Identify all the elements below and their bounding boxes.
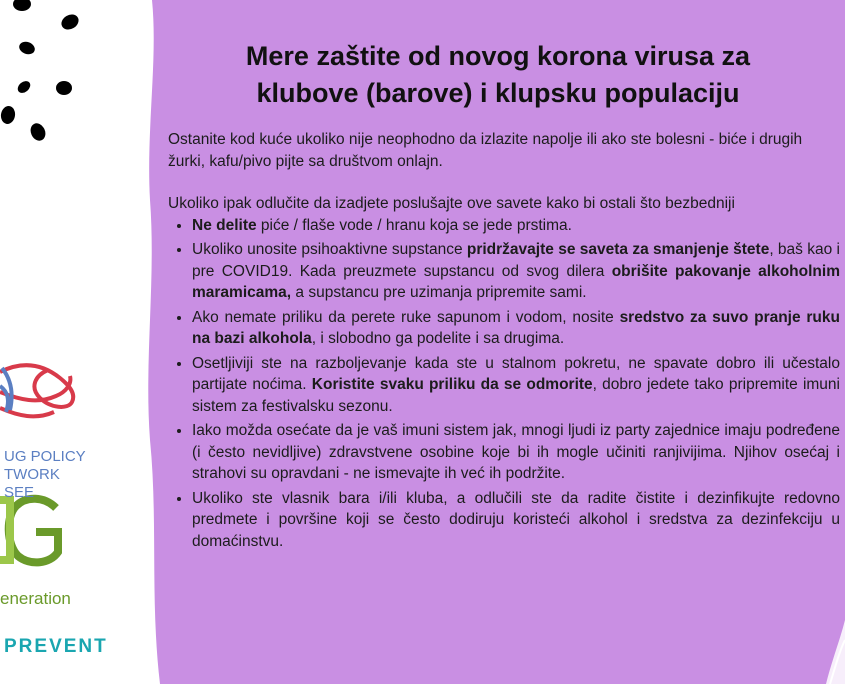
dot [15,79,32,96]
prevent-logo: PREVENT [4,636,108,657]
dot [13,0,31,11]
list-item: • Ne delite piće / flaše vode / hranu koja se jede prstima. [192,215,840,237]
dot [59,11,82,32]
list-item: • Ukoliko ste vlasnik bara i/ili kluba, a odlučili ste da radite čistite i dezinfikujte redovno predmete i površine koji se često dodiruju koristeći alkohol i sredstva za dezinfekciju u domaćinstvu. [192,488,840,553]
list-item: • Iako možda osećate da je vaš imuni sistem jak, mnogi ljudi iz party zajednice imaju podređene (i često nevidljive) zdravstvene osobine koje bi ih mogle učiniti ranjivijima. Njihov osećaj i strahovi su opravdani - ne ismevajte ih već ih podržite. [192,420,840,485]
network-knot-logo [0,365,73,416]
dot [56,81,72,95]
tips-list [168,215,840,553]
dot [17,40,36,57]
network-line-2: TWORK SEE [4,466,60,501]
dot [28,121,48,143]
decorative-dots [0,0,81,143]
intro-paragraph-2: Ukoliko ipak odlučite da izadjete poslušajte ove savete kako bi ostali što bezbedniji [168,195,735,212]
page-title [168,38,828,112]
title-line-2: klubove (barove) i klupsku populaciju [256,78,740,108]
network-line-1: UG POLICY [4,448,86,465]
article-content [168,38,840,555]
dot [0,105,16,125]
generation-g-logo [0,499,58,563]
title-line-1: Mere zaštite od novog korona virusa za [245,41,751,71]
network-logo-text [0,448,90,502]
list-item: • Ako nemate priliku da perete ruke sapunom i vodom, nosite sredstvo za suvo pranje ruku na bazi alkohola, i slobodno ga podelite i sa drugima. [192,307,840,350]
list-item: • Ukoliko unosite psihoaktivne supstance pridržavajte se saveta za smanjenje štete, baš kao i pre COVID19. Kada preuzmete supstancu od svog dilera obrišite pakovanje alkoholnim maramicama, a supstancu pre uzimanja pripremite sami. [192,239,840,304]
generation-text: eneration [0,589,71,608]
intro-paragraph: Ostanite kod kuće ukoliko nije neophodno da izlazite napolje ili ako ste bolesni - biće i drugih žurki, kafu/pivo pijte sa društvom onlajn. [168,131,803,170]
list-item: • Osetljiviji ste na razboljevanje kada ste u stalnom pokretu, ne spavate dobro ili učestalo partijate noćima. Koristite svaku priliku da se odmorite, dobro jedete tako pripremite imuni sistem za festivalsku sezonu. [192,353,840,418]
